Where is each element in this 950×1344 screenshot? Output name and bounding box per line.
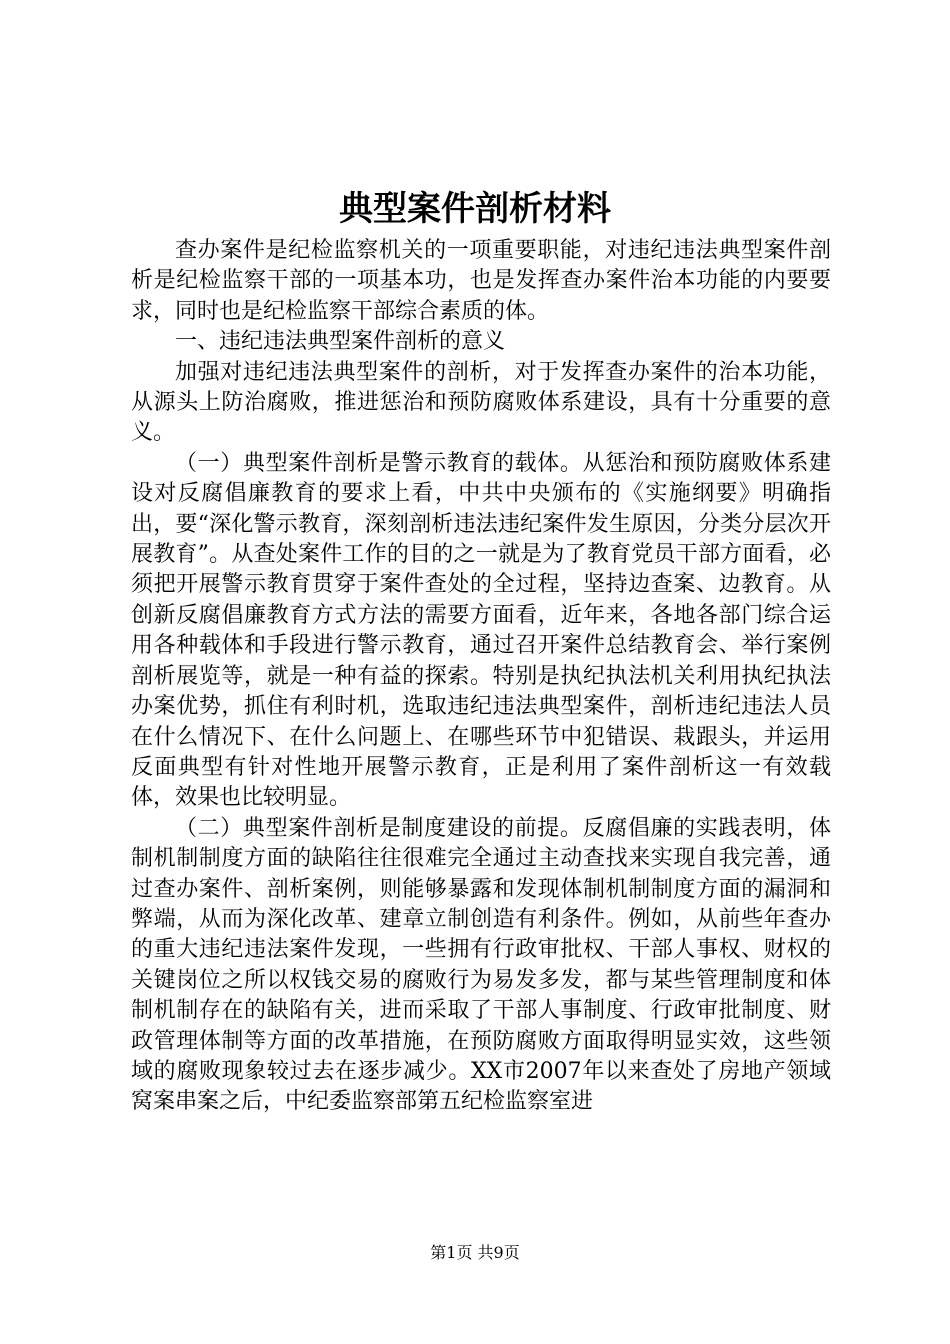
paragraph-intro: 查办案件是纪检监察机关的一项重要职能，对违纪违法典型案件剖析是纪检监察干部的一项基本功，也是发挥查办案件治本功能的内要要求，同时也是纪检监察干部综合素质的体。 bbox=[131, 238, 831, 324]
document-body bbox=[131, 236, 831, 1118]
page-footer: 第1页 共9页 bbox=[430, 1243, 520, 1262]
document-title: 典型案件剖析材料 bbox=[339, 189, 611, 229]
section-heading-significance: 一、违纪违法典型案件剖析的意义 bbox=[175, 329, 506, 355]
paragraph-significance: 加强对违纪违法典型案件的剖析，对于发挥查办案件的治本功能，从源头上防治腐败，推进惩治和预防腐败体系建设，具有十分重要的意义。 bbox=[131, 359, 831, 446]
paragraph-system-building: （二）典型案件剖析是制度建设的前提。反腐倡廉的实践表明，体制机制制度方面的缺陷往往很难完全通过主动查找来实现自我完善，通过查办案件、剖析案例，则能够暴露和发现体制机制制度方面的漏洞和弊端，从而为深化改革、建章立制创造有利条件。例如，从前些年查办的重大违纪违法案件发现，一些拥有行政审批权、干部人事权、财权的关键岗位之所以权钱交易的腐败行为易发多发，都与某些管理制度和体制机制存在的缺陷有关，进而采取了干部人事制度、行政审批制度、财政管理体制等方面的改革措施，在预防腐败方面取得明显实效，这些领域的腐败现象较过去在逐步减少。XX市2007年以来查处了房地产领域窝案串案之后，中纪委监察部第五纪检监察室进 bbox=[131, 815, 831, 1115]
paragraph-warning-education: （一）典型案件剖析是警示教育的载体。从惩治和预防腐败体系建设对反腐倡廉教育的要求上看，中共中央颁布的《实施纲要》明确指出，要“深化警示教育，深刻剖析违法违纪案件发生原因，分类分层次开展教育”。从查处案件工作的目的之一就是为了教育党员干部方面看，必须把开展警示教育贯穿于案件查处的全过程，坚持边查案、边教育。从创新反腐倡廉教育方式方法的需要方面看，近年来，各地各部门综合运用各种载体和手段进行警示教育，通过召开案件总结教育会、举行案例剖析展览等，就是一种有益的探索。特别是执纪执法机关利用执纪执法办案优势，抓住有利时机，选取违纪违法典型案件，剖析违纪违法人员在什么情况下、在什么问题上、在哪些环节中犯错误、栽跟头，并运用反面典型有针对性地开展警示教育，正是利用了案件剖析这一有效载体，效果也比较明显。 bbox=[131, 450, 831, 811]
